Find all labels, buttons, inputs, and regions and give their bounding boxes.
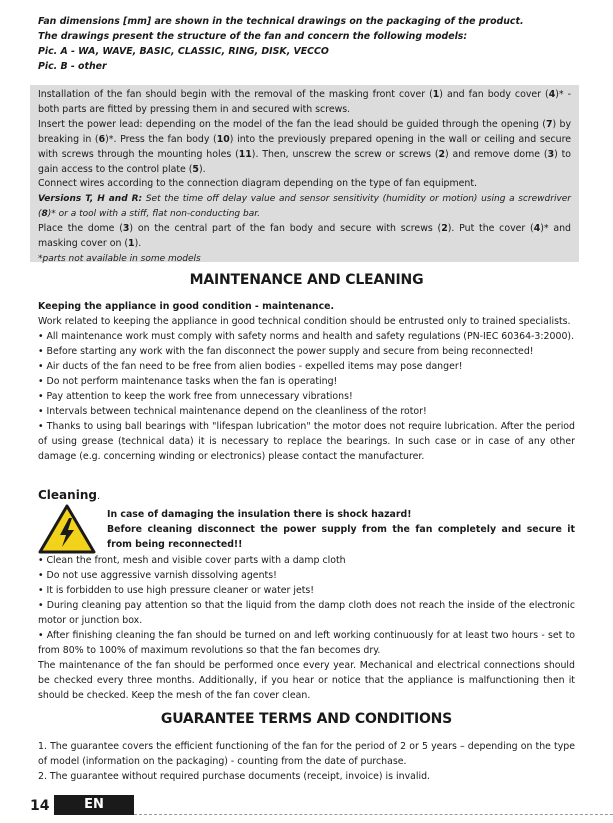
maintenance-subheading: Keeping the appliance in good condition - maintenance. — [38, 301, 335, 312]
high-voltage-warning-icon — [38, 504, 96, 554]
part-number: 3 — [122, 223, 130, 235]
warning-shock-hazard: In case of damaging the insulation there is shock hazard! — [107, 509, 412, 520]
versions-label: Versions T, H and R: — [38, 194, 143, 205]
intro-line: Pic. B - other — [38, 61, 107, 72]
part-number: 2 — [438, 148, 446, 160]
guarantee-section — [38, 739, 575, 784]
text: ). — [198, 163, 206, 175]
text: ). Put the cover ( — [447, 223, 534, 235]
list-item: • Air ducts of the fan need to be free from alien bodies - expelled items may pose danger! — [38, 361, 463, 372]
text: Place the dome ( — [38, 223, 123, 235]
intro-line: The drawings present the structure of the fan and concern the following models: — [38, 31, 468, 42]
warning-disconnect: Before cleaning disconnect the power supply from the fan completely and secure it from being reconnected!! — [107, 524, 575, 550]
text: )* and masking cover on ( — [38, 223, 571, 250]
list-item: • Pay attention to keep the work free from unnecessary vibrations! — [38, 391, 353, 402]
maintenance-schedule: The maintenance of the fan should be performed once every year. Mechanical and electrical connections should be checked every three months. Additionally, if you hear or notice that the appliance is malfunctioning then it should be checked. Keep the mesh of the fan cover clean. — [38, 660, 575, 701]
text: ). — [134, 238, 142, 250]
text: Insert the power lead: depending on the model of the fan the lead should be guided through the opening ( — [38, 118, 546, 130]
guarantee-item: 2. The guarantee without required purchase documents (receipt, invoice) is invalid. — [38, 771, 431, 782]
list-item: • Do not perform maintenance tasks when the fan is operating! — [38, 376, 338, 387]
part-number: 10 — [216, 133, 230, 145]
maintenance-section — [38, 299, 575, 464]
list-item: • It is forbidden to use high pressure cleaner or water jets! — [38, 585, 315, 596]
text: )*. Press the fan body ( — [105, 133, 217, 145]
page-number: 14 — [30, 798, 50, 814]
part-number: 8 — [41, 209, 48, 220]
part-number: 6 — [98, 133, 106, 145]
part-number: 3 — [547, 148, 555, 160]
cleaning-heading: Cleaning — [38, 488, 97, 502]
installation-paragraph — [38, 118, 571, 178]
list-item: • Before starting any work with the fan disconnect the power supply and secure from being reconnected! — [38, 346, 534, 357]
part-number: 1 — [128, 238, 135, 250]
installation-paragraph: Connect wires according to the connection diagram depending on the type of fan equipment. — [38, 178, 478, 190]
intro-line: Fan dimensions [mm] are shown in the technical drawings on the packaging of the product. — [38, 16, 524, 27]
installation-paragraph — [38, 222, 571, 252]
text: ) to gain access to the control plate ( — [38, 148, 572, 175]
maintenance-intro: Work related to keeping the appliance in good technical condition should be entrusted only to trained specialists. — [38, 316, 571, 327]
text: ) into the previously prepared opening in the wall or ceiling and secure with screws through the mounting holes ( — [38, 133, 571, 160]
intro-block — [38, 14, 575, 74]
list-item: • After finishing cleaning the fan should be turned on and left working continuously for at least two hours - set to from 80% to 100% of maximum revolutions so that the fan becomes dry. — [38, 630, 575, 656]
list-item: • Clean the front, mesh and visible cover parts with a damp cloth — [38, 555, 346, 566]
part-number: 4 — [533, 223, 541, 235]
cleaning-title — [38, 484, 575, 503]
installation-paragraph — [38, 88, 571, 118]
maintenance-heading: MAINTENANCE AND CLEANING — [189, 272, 424, 288]
text: Installation of the fan should begin with the removal of the masking front cover ( — [38, 89, 433, 100]
text: Set the time off delay value and sensor sensitivity (humidity or motion) using a screwdriver ( — [38, 194, 572, 220]
part-number: 1 — [432, 89, 440, 100]
footer-divider — [134, 814, 613, 815]
list-item: • During cleaning pay attention so that the liquid from the damp cloth does not reach the inside of the electronic motor or junction box. — [38, 600, 575, 626]
part-number: 11 — [238, 148, 252, 160]
list-item: • Intervals between technical maintenance depend on the cleanliness of the rotor! — [38, 406, 427, 417]
part-number: 4 — [548, 89, 556, 100]
cleaning-heading-suffix: . — [96, 491, 101, 502]
installation-panel — [30, 85, 579, 262]
text: ) on the central part of the fan body and secure with screws ( — [129, 223, 442, 235]
part-number: 7 — [545, 118, 553, 130]
list-item: • Thanks to using ball bearings with "lifespan lubrication" the motor does not require lubrication. After the period of using grease (technical data) it is necessary to replace the bearings. In such case or in case of any other damage (e.g. concerning winding or electronics) please contact the manufacturer. — [38, 421, 575, 462]
parts-footnote: *parts not available in some models — [38, 253, 201, 264]
text: ). Then, unscrew the screw or screws ( — [251, 148, 439, 160]
guarantee-item: 1. The guarantee covers the efficient functioning of the fan for the period of 2 or 5 years – depending on the type of model (information on the packaging) - counting from the date of purchase. — [38, 741, 575, 767]
guarantee-heading: GUARANTEE TERMS AND CONDITIONS — [160, 711, 453, 727]
intro-line: Pic. A - WA, WAVE, BASIC, CLASSIC, RING, DISK, VECCO — [38, 46, 329, 57]
part-number: 2 — [441, 223, 448, 235]
language-badge: EN — [54, 795, 134, 815]
text: )* or a tool with a stiff, flat non-conducting bar. — [47, 209, 260, 220]
cleaning-section — [38, 553, 575, 703]
part-number: 5 — [192, 163, 199, 175]
text: ) and remove dome ( — [445, 148, 548, 160]
text: ) and fan body cover ( — [439, 89, 549, 100]
warning-block — [38, 503, 575, 555]
list-item: • All maintenance work must comply with safety norms and health and safety regulations (PN-IEC 60364-3:2000). — [38, 331, 575, 342]
list-item: • Do not use aggressive varnish dissolving agents! — [38, 570, 277, 581]
text: ) by breaking in ( — [38, 118, 571, 145]
text: )* - both parts are fitted by pressing them in and secured with screws. — [38, 89, 571, 115]
versions-note — [38, 192, 571, 222]
